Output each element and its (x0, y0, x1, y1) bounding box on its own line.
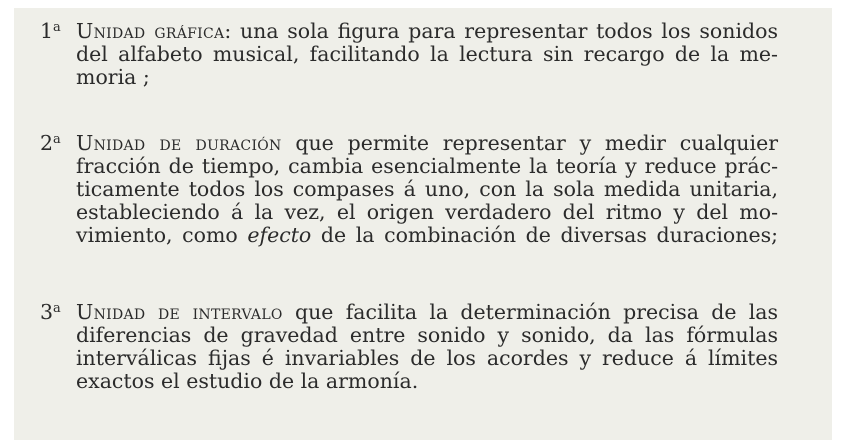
text-line: exactos el estudio de la armonía. (76, 369, 419, 393)
text-line: ticamente todos los compases á uno, con la sola medida unitaria, (76, 177, 778, 201)
document-page (14, 8, 832, 440)
item-body (76, 301, 778, 393)
italic-word: efecto (247, 223, 312, 247)
text-line: del alfabeto musical, facilitando la lectura sin recargo de la me- (76, 42, 778, 66)
text-line: fracción de tiempo, cambia esencialmente la teoría y reduce prác- (76, 154, 778, 178)
item-number: 2$^a$ (40, 131, 61, 155)
text-line: Unidad de intervalo que facilita la determinación precisa de las (76, 300, 779, 324)
text-line: Unidad gráfica: una sola figura para representar todos los sonidos (76, 19, 778, 43)
text-line: estableciendo á la vez, el origen verdadero del ritmo y del mo- (76, 200, 778, 224)
text-line: interválicas fijas é invariables de los acordes y reduce á límites (76, 346, 778, 370)
item-number: 3$^a$ (40, 300, 61, 324)
text-line: moria ; (76, 65, 150, 89)
item-heading: Unidad gráfica (76, 19, 225, 43)
item-body (76, 20, 778, 89)
item-number: 1$^a$ (40, 19, 61, 43)
item-heading: Unidad de intervalo (76, 300, 283, 324)
item-heading: Unidad de duración (76, 131, 282, 155)
text-line: Unidad de duración que permite representar y medir cualquier (76, 131, 778, 155)
item-body (76, 132, 778, 247)
text-line: diferencias de gravedad entre sonido y sonido, da las fórmulas (76, 323, 778, 347)
text-line: vimiento, como efecto de la combinación de diversas duraciones; (76, 223, 779, 247)
